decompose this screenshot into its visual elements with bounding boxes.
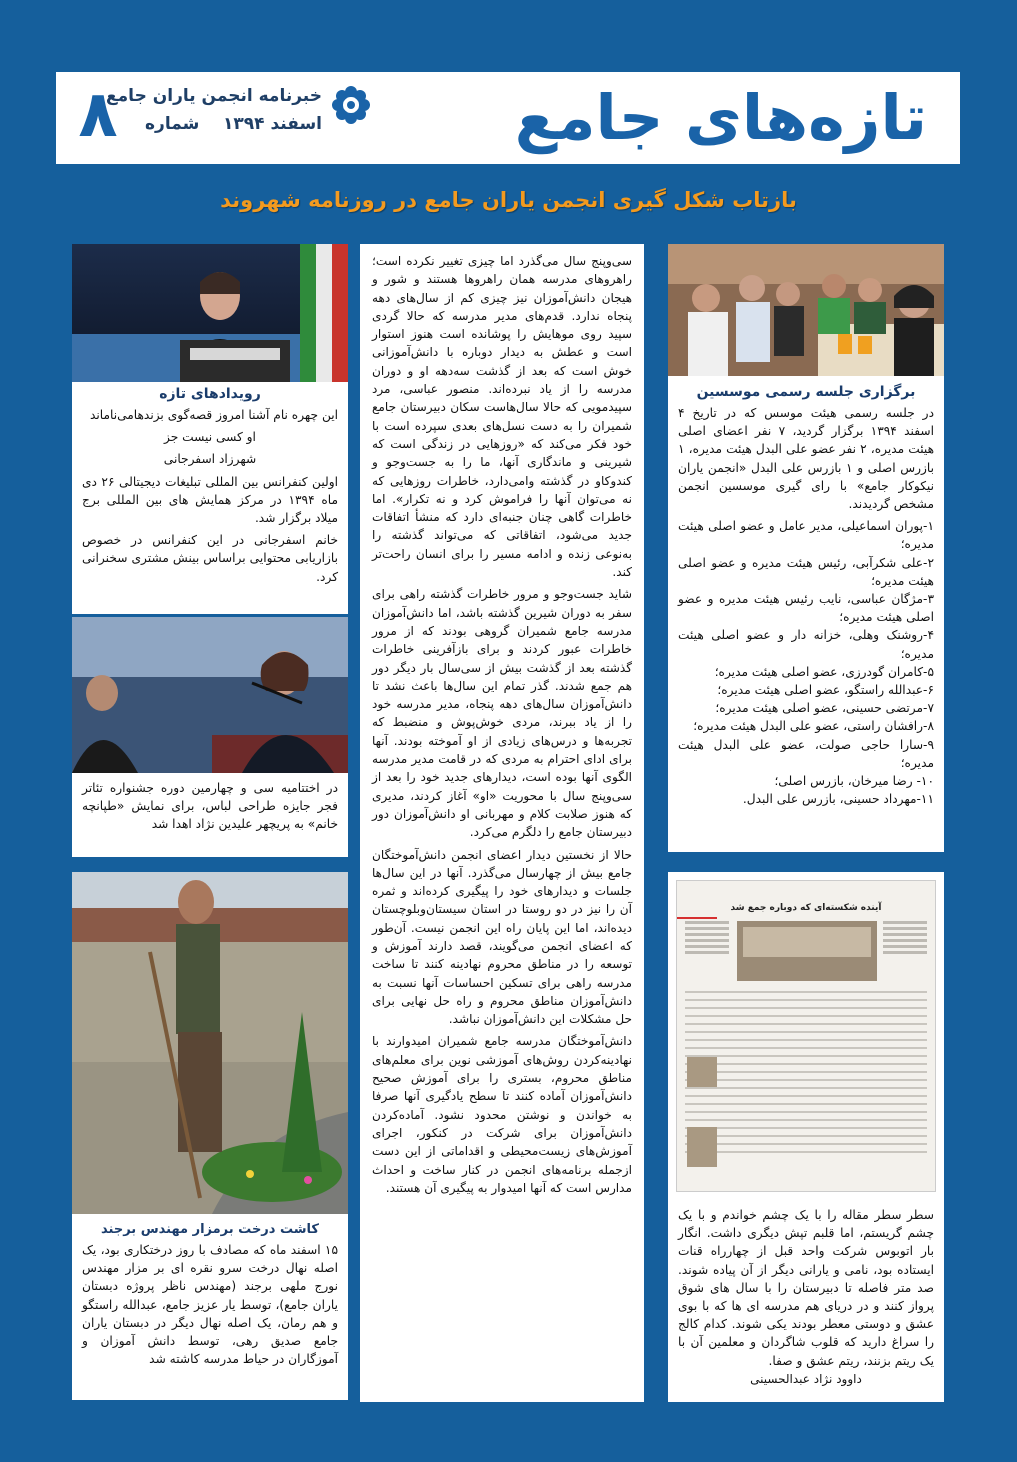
- tree-title: کاشت درخت برمزار مهندس برجند: [101, 1222, 319, 1237]
- award-photo-art: [72, 617, 348, 773]
- award-caption: در اختتامیه سی و چهارمین دوره جشنواره تئاتر فجر جایزه طراحی لباس، برای نمایش «طپانچه خانم» به پریچهر علیدین نژاد اهدا شد: [72, 773, 348, 857]
- clipping-art: [677, 917, 935, 1197]
- headline: بازتاب شکل گیری انجمن یاران جامع در روزنامه شهروند: [220, 188, 797, 212]
- reflection-author: داوود نژاد عبدالحسینی: [750, 1371, 862, 1386]
- flower-logo-icon: [330, 84, 372, 126]
- member-item: ۸-رافشان راستی، عضو علی البدل هیئت مدیره؛: [693, 719, 934, 734]
- member-item: ۵-کامران گودرزی، عضو اصلی هیئت مدیره؛: [714, 664, 934, 679]
- speaker-photo-art: [72, 244, 348, 382]
- meeting-intro: در جلسه رسمی هیئت موسس که در تاریخ ۴ اسفند ۱۳۹۴ برگزار گردید، ۷ نفر اعضای اصلی هیئت مدیره، ۲ نفر عضو علی البدل هیئت مدیره، ۱ بازرس اصلی و ۱ بازرس علی البدل «انجمن یاران نیکوکار جامع» با رای گیری موسسین انجمن مشخص گردیدند.: [678, 406, 935, 512]
- issue-info: [72, 80, 372, 150]
- member-item: ۲-علی شکرآبی، رئیس هیئت مدیره و عضو اصلی هیئت مدیره؛: [678, 555, 934, 588]
- news-title: رویدادهای تازه: [159, 386, 261, 402]
- newsletter-name: خبرنامه انجمن یاران جامع: [106, 86, 322, 106]
- member-item: ۷-مرتضی حسینی، عضو اصلی هیئت مدیره؛: [715, 701, 934, 716]
- news-paragraph: اولین کنفرانس بین المللی تبلیغات دیجیتالی ۲۶ دی ماه ۱۳۹۴ در مرکز همایش های بین المللی برج میلاد برگزار شد.: [82, 474, 338, 526]
- article-paragraph: سی‌وپنج سال می‌گذرد اما چیزی تغییر نکرده است؛ راهروهای مدرسه همان راهروها هستند و شور و هیجان دانش‌آموزان نیز چیزی کم از سال‌های دهه پنجاه ندارد. قدم‌های مدیر مدرسه که حالا گردی سپید روی موهایش را پوشانده است هنوز استوار است و عطش به دیدار دوباره با دانش‌آموزانی خوش است که بعد از گذشت سه‌دهه او و دوران مدرسه را از یاد نبرده‌اند. منصور عباسی، مرد سپیدمویی که حالا سال‌هاست سکان دبیرستان جامع شمیران را به دست نسل‌های بعدی سپرده است با خود فکر می‌کند که «روزهایی در زندگی است که شیرینی و ماندگاری آنها، ما را به جست‌وجو و کندوکاو در گذشته وامی‌دارد، خاطرات روزهایی که نه می‌توان آنها را فراموش کرد و نه تکرار». اما خاطرات گاهی چنان جنبه‌ای دارد که منشأ اتفاقات جدید می‌شود، اتفاقاتی که می‌تواند گذشته را به‌نوعی زنده و ادامه مسیر را برای انسان راحت‌تر کند.: [372, 254, 632, 580]
- news-panel: [72, 382, 348, 614]
- speaker-photo: [72, 244, 348, 382]
- tree-panel: [72, 1214, 348, 1400]
- news-paragraph: او کسی نیست جز: [164, 430, 256, 445]
- members-list: [668, 513, 944, 814]
- issue-date: اسفند ۱۳۹۴: [223, 114, 322, 134]
- reflection-panel: [668, 1200, 944, 1402]
- meeting-panel: [668, 376, 944, 852]
- member-item: ۳-مژگان عباسی، نایب رئیس هیئت مدیره و عضو اصلی هیئت مدیره؛: [678, 592, 934, 625]
- main-article: [360, 244, 644, 1402]
- tree-body: ۱۵ اسفند ماه که مصادف با روز درختکاری بود، یک اصله نهال درخت سرو نقره ای بر مزار مهندس نورج ملهی برجند (مهندس ناظر پروژه دبستان یاران جامع)، توسط یار عزیز جامع، عبدالله راستگو و هم رمان، یک اصله نهال دیگر در دبستان یاران جامع صدیق رهی، توسط دانش آموزان و آموزگاران در حیاط مدرسه کاشته شد: [82, 1243, 338, 1367]
- member-item: ۱۰- رضا میرخان، بازرس اصلی؛: [774, 774, 934, 789]
- issue-date-line: [145, 114, 322, 134]
- article-paragraph: دانش‌آموختگان مدرسه جامع شمیران امیدوارند با نهادینه‌کردن روش‌های آموزشی نوین برای معلم‌های مناطق محروم، بستری را برای آموزش صحیح دانش‌آموزان آماده کنند تا سطح یادگیری آنها صرفا به خواندن و نوشتن محدود نشود. آماده‌کردن دانش‌آموزان برای شرکت در کنکور، اجرای آموزش‌های زیست‌محیطی و اقداماتی از این دست ازجمله برنامه‌های انجمن در کنار ساخت و احداث مدارس است که آنها امیدوار به پیگیری آن هستند.: [372, 1034, 632, 1195]
- news-paragraph: این چهره نام آشنا امروز قصه‌گوی بزندهامی‌ناماند: [89, 408, 338, 422]
- member-item: ۹-سارا حاجی صولت، عضو علی البدل هیئت مدیره؛: [678, 737, 934, 770]
- member-item: ۱-پوران اسماعیلی، مدیر عامل و عضو اصلی هیئت مدیره؛: [678, 519, 934, 552]
- member-item: ۶-عبدالله راستگو، عضو اصلی هیئت مدیره؛: [717, 683, 934, 698]
- founders-photo-art: [668, 244, 944, 376]
- masthead-title: تازه‌های جامع: [514, 81, 927, 154]
- article-paragraph: شاید جست‌وجو و مرور خاطرات گذشته راهی برای سفر به دوران شیرین گذشته باشد، اما دانش‌آموزان مدرسه جامع شمیران گروهی بودند که از مرور خاطرات عبور کردند و برای بازآفرینی خاطرات گذشته بعد از گذشت بیش از سی‌سال بار دیگر دور هم جمع شدند. گذر تمام این سال‌ها باعث نشد تا دانش‌آموزان سال‌های دهه پنجاه، مدیر مدرسه خود را از یاد ببرند، مردی خوش‌پوش و منضبط که تجربه‌ها و درس‌های زیادی از او آموخته بودند. آنها برای ادای احترام به مردی که در قامت مدیر مدرسه الگوی آنها بوده است، دیدارهای جدید خود را بعد از سی‌وپنج سال با محوریت «او» آغاز کردند، مدیری که هنوز صلابت کلام و مهربانی او دانش‌آموزان دور دبیرستان جامع را دلگرم می‌کرد.: [372, 587, 632, 840]
- news-paragraph: خانم اسفرجانی در این کنفرانس در خصوص بازاریابی محتوایی براساس بینش مشتری سخنرانی کرد.: [82, 533, 338, 584]
- founders-photo: [668, 244, 944, 376]
- clipping-headline: آینده شکسته‌ای که دوباره جمع شد: [730, 903, 882, 913]
- news-body: [72, 406, 348, 596]
- issue-label: شماره: [145, 114, 200, 134]
- article-paragraph: حالا از نخستین دیدار اعضای انجمن دانش‌آموختگان جامع بیش از چهارسال می‌گذرد. آنها در این سال‌ها جلسات و دیدارهای خود را پیگیری کرده‌اند و ثمره آن را نیز در دو روستا در استان سیستان‌وبلوچستان دیده‌اند، اما این پایان راه این انجمن نیست. آن‌طور که اعضای انجمن می‌گویند، قصد دارند آموزش و توسعه را در مناطق محروم نهادینه کنند تا ساخت مدرسه راهی برای تسکین احساسات آنها نسبت به دانش‌آموزان مناطق محروم و راه حل نهایی برای حل مشکلات این دانش‌آموزان نباشد.: [372, 847, 632, 1027]
- news-paragraph: شهرزاد اسفرجانی: [163, 452, 257, 467]
- meeting-title: برگزاری جلسه رسمی موسسین: [696, 384, 916, 400]
- tree-planting-art: [72, 872, 348, 1214]
- newspaper-clipping: [668, 872, 944, 1200]
- reflection-body: سطر سطر مقاله را با یک چشم خواندم و با یک چشم گریستم، اما قلبم تپش دیگری داشت. انگار بار اتوبوس شرکت واحد قبل از چهارراه قنات ایستاده بود، نامی و یارانی دیگر از آن پیاده شوند. صد متر فاصله تا دبیرستان را با سال های شوق پرواز کنند و در دریای هم مدرسه ای ها که با بوی عشق و دوستی معطر بودند یکی شوند. کدام کالج را سراغ دارید که قلوب شاگردان و معلمین آن با یک ریتم بزنند، ریتم عشق و صفا.: [678, 1208, 934, 1368]
- tree-planting-photo: [72, 872, 348, 1214]
- member-item: ۱۱-مهرداد حسینی، بازرس علی البدل.: [742, 792, 934, 807]
- issue-number: ۸: [78, 78, 118, 152]
- clipping-page: [676, 880, 936, 1192]
- award-photo: [72, 617, 348, 773]
- member-item: ۴-روشنک وهلی، خزانه دار و عضو اصلی هیئت مدیره؛: [678, 628, 934, 661]
